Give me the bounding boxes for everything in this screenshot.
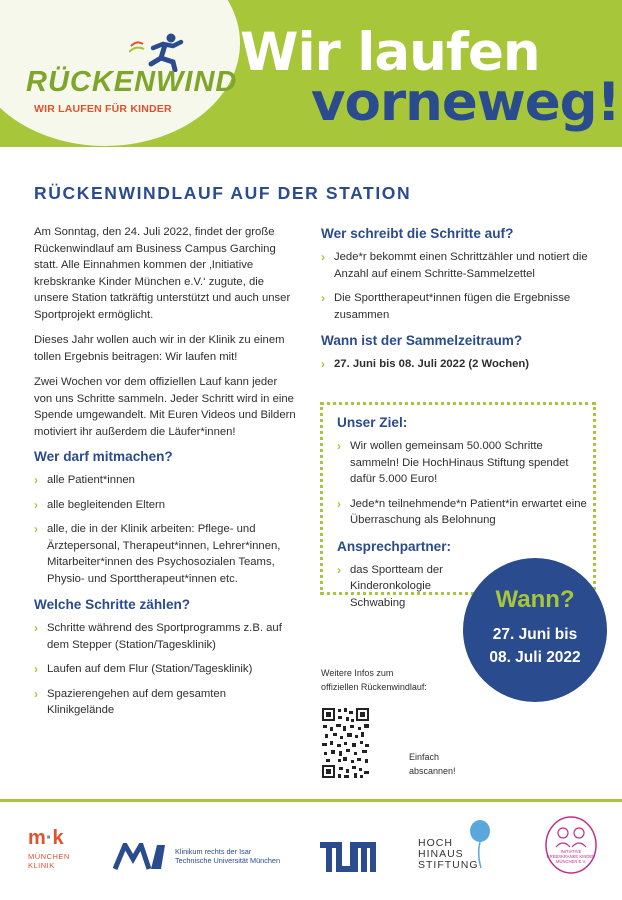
list-item: › alle Patient*innen <box>34 473 135 487</box>
chevron-right-icon: › <box>34 621 38 635</box>
mri-line2: Technische Universität München <box>175 856 281 865</box>
intro-paragraph: Zwei Wochen vor dem offiziellen Lauf kann jeder von uns Schritte sammeln. Jeder Schritt wird in eine Spende umgewandelt. Mit Euren Videos und Bildern motiviert ihr außerdem die Läufer*innen! <box>34 376 296 438</box>
ikk-emblem-icon <box>541 815 601 877</box>
chevron-right-icon: › <box>34 686 38 701</box>
who-list <box>34 472 296 587</box>
qr-label: Weitere Infos zum offiziellen Rückenwindlauf: <box>321 668 427 692</box>
qr-hint: Einfach abscannen! <box>409 752 456 776</box>
mri-logo <box>113 843 303 873</box>
hh-line3: STIFTUNG <box>418 859 479 871</box>
chevron-right-icon: › <box>34 662 38 676</box>
when-date-line1: 27. Juni bis <box>492 626 578 643</box>
goal-list <box>337 438 587 529</box>
chevron-right-icon: › <box>34 497 38 512</box>
list-item: › Schritte während des Sportprogramms z.B. auf dem Stepper (Station/Tagesklinik) <box>34 621 282 651</box>
period-heading: Wann ist der Sammelzeitraum? <box>321 333 523 348</box>
chevron-right-icon: › <box>34 473 38 487</box>
initiative-krebskranke-kinder-logo <box>541 815 601 877</box>
when-badge <box>463 558 607 702</box>
chevron-right-icon: › <box>321 357 325 371</box>
hochhinaus-logo <box>418 820 498 876</box>
goal-heading: Unser Ziel: <box>337 415 408 430</box>
logo-wordmark: RÜCKENWIND <box>26 66 238 98</box>
steps-list <box>34 620 296 719</box>
chevron-right-icon: › <box>337 562 341 577</box>
intro-paragraph: Am Sonntag, den 24. Juli 2022, findet der große Rückenwindlauf am Business Campus Garching statt. Alle Einnahmen kommen der ‚Initiative krebskranke Kinder München e.V.‘ zugute, die unsere Station tatkräftig unterstützt und auch unser Sportprojekt ermöglicht. <box>34 226 291 321</box>
period-list <box>321 356 597 373</box>
when-question: Wann? <box>495 586 575 613</box>
mk-mark: m·k <box>28 827 64 849</box>
footer-divider <box>0 799 622 802</box>
recorder-list <box>321 249 597 323</box>
when-date-line2: 08. Juli 2022 <box>489 649 581 666</box>
mk-line2: KLINIK <box>28 861 55 870</box>
list-item: › Jede*n teilnehmende*n Patient*in erwartet eine Überraschung als Belohnung <box>337 496 587 526</box>
mri-mark-icon <box>113 843 169 871</box>
muenchen-klinik-logo <box>28 828 88 876</box>
headline-line1: Wir laufen <box>240 22 540 83</box>
list-item: › Die Sporttherapeut*innen fügen die Ergebnisse zusammen <box>321 291 571 321</box>
contact-heading: Ansprechpartner: <box>337 538 452 554</box>
intro-paragraph: Dieses Jahr wollen auch wir in der Klinik zu einem tollen Ergebnis beitragen: Wir laufen mit! <box>34 334 285 363</box>
list-item: › Jede*r bekommt einen Schrittzähler und notiert die Anzahl auf einem Schritte-Sammelzettel <box>321 250 588 280</box>
list-item: › das Sportteam der Kinderonkologie Schwabing <box>337 562 443 609</box>
headline-line2: vorneweg! <box>311 72 620 133</box>
list-item: › Wir wollen gemeinsam 50.000 Schritte sammeln! Die HochHinaus Stiftung spendet dafür 5.000 Euro! <box>337 439 569 485</box>
list-item: › Laufen auf dem Flur (Station/Tagesklinik) <box>34 662 253 676</box>
chevron-right-icon: › <box>34 522 38 536</box>
ikk-line1: INITIATIVE <box>560 849 582 854</box>
who-heading: Wer darf mitmachen? <box>34 449 173 464</box>
recorder-heading: Wer schreibt die Schritte auf? <box>321 226 514 241</box>
left-column <box>34 224 296 729</box>
mk-line1: MÜNCHEN <box>28 852 70 861</box>
chevron-right-icon: › <box>337 496 341 511</box>
chevron-right-icon: › <box>321 291 325 305</box>
tum-logo <box>320 842 376 872</box>
list-item: › alle begleitenden Eltern <box>34 497 166 512</box>
qr-code[interactable] <box>321 707 370 779</box>
mri-line1: Klinikum rechts der Isar <box>175 847 252 856</box>
chevron-right-icon: › <box>337 439 341 453</box>
page-title: RÜCKENWINDLAUF AUF DER STATION <box>34 183 412 203</box>
list-item: › alle, die in der Klinik arbeiten: Pflege- und Ärztepersonal, Therapeut*innen, Lehrer*innen, Mitarbeiter*innen des Psychosozialen Teams, Physio- und Sporttherapeut*innen etc. <box>34 522 281 585</box>
logo-tagline: WIR LAUFEN FÜR KINDER <box>34 103 172 115</box>
header-banner <box>0 0 622 147</box>
chevron-right-icon: › <box>321 250 325 264</box>
list-item: › Spazierengehen auf dem gesamten Klinikgelände <box>34 686 226 716</box>
ikk-line2: KREBSKRANKE KINDER <box>546 854 596 859</box>
hh-line2: HINAUS <box>418 848 464 860</box>
tum-mark-icon <box>320 842 376 872</box>
steps-heading: Welche Schritte zählen? <box>34 597 191 612</box>
right-column <box>321 226 597 383</box>
list-item: › 27. Juni bis 08. Juli 2022 (2 Wochen) <box>321 357 530 371</box>
ikk-line3: MÜNCHEN E.V. <box>555 859 587 864</box>
contact-list <box>337 562 449 612</box>
hh-line1: HOCH <box>418 837 453 849</box>
